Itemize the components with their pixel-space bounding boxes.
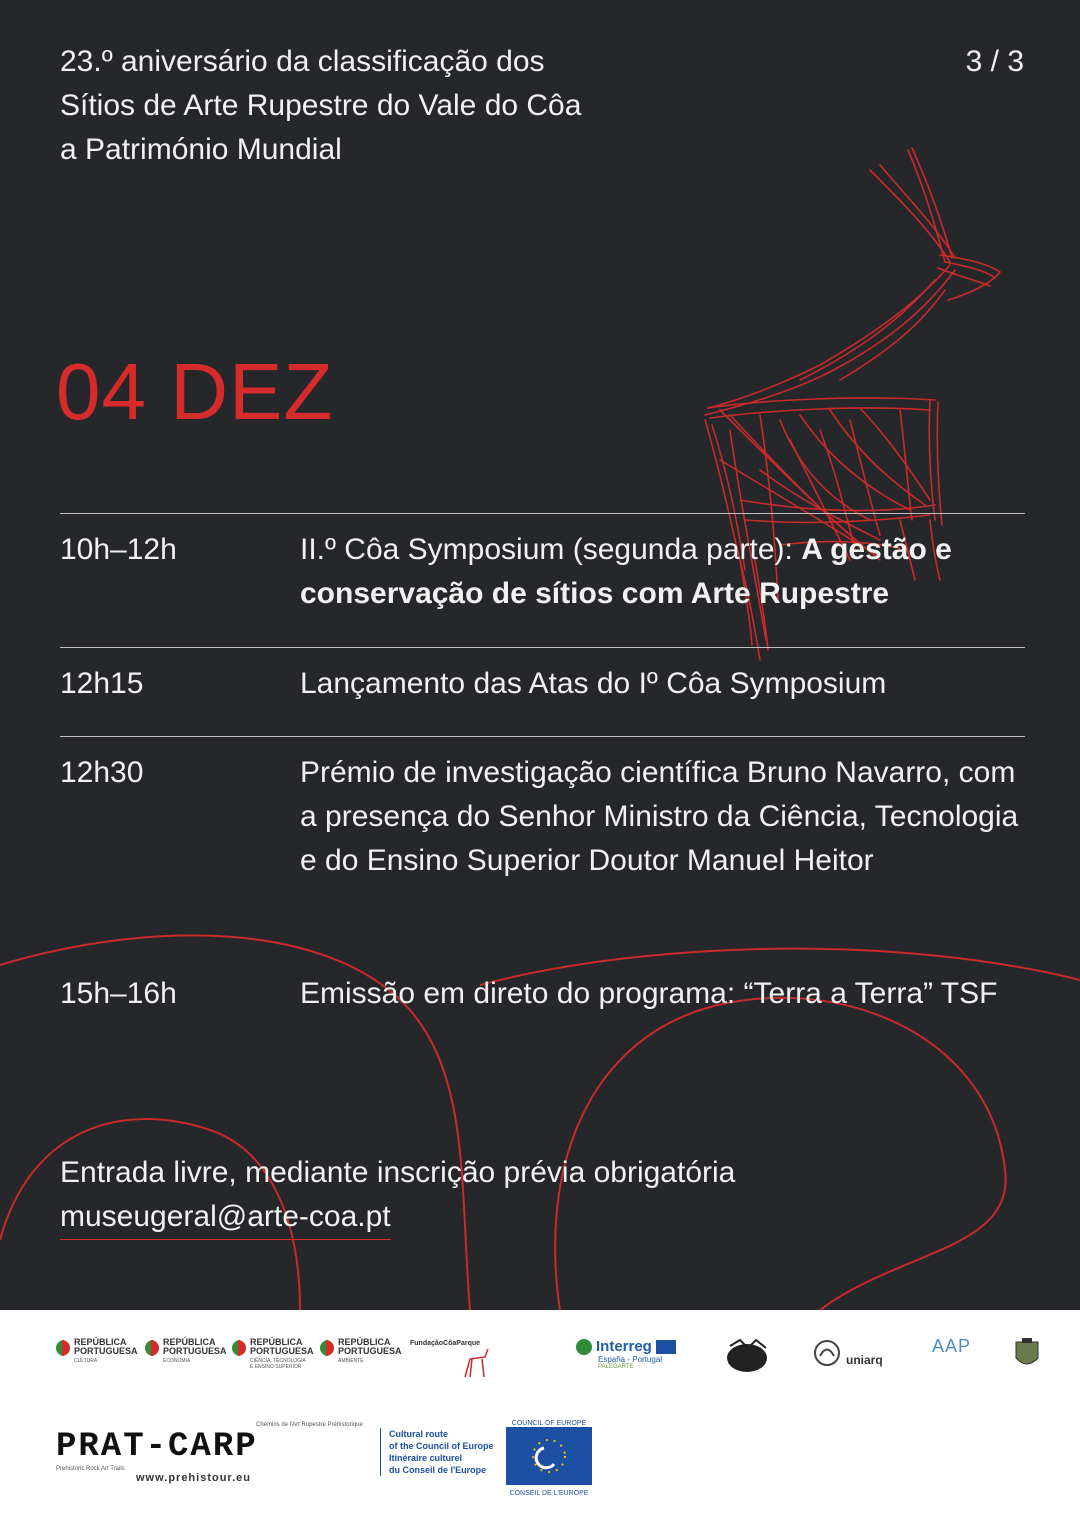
cultural-route-logo xyxy=(380,1428,494,1476)
logo-sub: Chemins de l'Art Rupestre Préhistorique xyxy=(256,1422,363,1428)
logo-sub: España - Portugal xyxy=(598,1355,663,1364)
event-date: 04 DEZ xyxy=(56,347,334,436)
goat-icon xyxy=(460,1347,490,1381)
logo-text: PRAT-CARP xyxy=(56,1428,258,1466)
portugal-flag-icon xyxy=(320,1338,334,1358)
title-line: Sítios de Arte Rupestre do Vale do Côa xyxy=(60,89,582,122)
aap-logo xyxy=(932,1336,971,1357)
agenda-time: 12h15 xyxy=(60,667,144,700)
agenda-time: 15h–16h xyxy=(60,977,177,1010)
agenda-description: Emissão em direto do programa: “Terra a Terra” TSF xyxy=(300,977,998,1010)
title-line: 23.º aniversário da classificação dos xyxy=(60,45,545,78)
uniarq-logo xyxy=(812,1338,883,1368)
logo-text: Cultural route xyxy=(389,1429,449,1439)
logo-text: COUNCIL OF EUROPE xyxy=(511,1420,587,1427)
agenda-time: 10h–12h xyxy=(60,533,177,566)
logo-text: www.prehistour.eu xyxy=(136,1472,251,1484)
logo-text: AAP xyxy=(932,1336,972,1356)
portugal-flag-icon xyxy=(232,1338,246,1358)
logo-text: REPÚBLICA xyxy=(74,1337,127,1347)
council-of-europe-logo xyxy=(506,1420,592,1497)
council-of-europe-stars-icon xyxy=(506,1427,592,1485)
logo-text: of the Council of Europe xyxy=(389,1441,494,1451)
logo-sub: CULTURA xyxy=(74,1358,98,1364)
event-title xyxy=(60,40,760,172)
uniarq-emblem-icon xyxy=(812,1338,842,1368)
logo-text: Interreg xyxy=(596,1338,652,1355)
agenda-description xyxy=(300,528,1025,647)
logo-text: PORTUGUESA xyxy=(74,1346,138,1356)
logo-sub: CIÊNCIA, TECNOLOGIA E ENSINO SUPERIOR xyxy=(250,1358,306,1370)
agenda-row xyxy=(60,513,1025,647)
agenda-text-bold: A gestão e conservação de sítios com Arte Rupestre xyxy=(300,533,952,610)
rupestre-seal-logo xyxy=(722,1338,772,1379)
republica-ambiente-logo xyxy=(320,1338,402,1364)
agenda-list xyxy=(60,513,1025,883)
logo-text: PORTUGUESA xyxy=(338,1346,402,1356)
interreg-logo xyxy=(576,1338,676,1370)
logo-sub: ECONOMIA xyxy=(163,1358,191,1364)
logo-sub: Prehistoric Rock Art Trails xyxy=(56,1466,125,1472)
logo-text: PORTUGUESA xyxy=(250,1346,314,1356)
crest-icon xyxy=(1012,1338,1042,1372)
prat-carp-logo xyxy=(56,1422,363,1484)
eu-flag-icon xyxy=(656,1340,676,1354)
entry-note: Entrada livre, mediante inscrição prévia obrigatória xyxy=(60,1156,736,1189)
portugal-flag-icon xyxy=(145,1338,159,1358)
republica-cultura-logo xyxy=(56,1338,138,1364)
logo-text: FundaçãoCôaParque xyxy=(410,1340,481,1347)
email-link[interactable]: museugeral@arte-coa.pt xyxy=(60,1195,391,1240)
logo-text: Itinéraire culturel xyxy=(389,1453,463,1463)
seal-icon xyxy=(722,1338,772,1374)
republica-economia-logo xyxy=(145,1338,227,1364)
logo-text: REPÚBLICA xyxy=(250,1337,303,1347)
logo-text: REPÚBLICA xyxy=(163,1337,216,1347)
logo-text: CONSEIL DE L'EUROPE xyxy=(509,1490,589,1497)
agenda-row xyxy=(60,736,1025,883)
portugal-flag-icon xyxy=(56,1338,70,1358)
municipal-crest-logo xyxy=(1012,1338,1042,1377)
republica-ciencia-logo xyxy=(232,1338,314,1370)
interreg-circle-icon xyxy=(576,1339,592,1355)
title-line: a Património Mundial xyxy=(60,133,342,166)
logo-sub: PALEOARTE xyxy=(598,1364,634,1370)
page-indicator: 3 / 3 xyxy=(965,45,1024,78)
agenda-row xyxy=(60,972,1025,1016)
registration-info xyxy=(60,1151,735,1240)
logo-text: REPÚBLICA xyxy=(338,1337,391,1347)
logo-text: du Conseil de l'Europe xyxy=(389,1465,487,1475)
fundacao-coa-parque-logo xyxy=(410,1340,490,1383)
logo-sub: AMBIENTE xyxy=(338,1358,364,1364)
agenda-row xyxy=(60,647,1025,736)
agenda-text: II.º Côa Symposium (segunda parte): xyxy=(300,533,802,566)
agenda-time: 12h30 xyxy=(60,756,144,789)
agenda-description: Lançamento das Atas do Iº Côa Symposium xyxy=(300,667,887,700)
sponsor-logos xyxy=(0,1310,1080,1527)
logo-text: uniarq xyxy=(846,1353,883,1367)
logo-text: PORTUGUESA xyxy=(163,1346,227,1356)
agenda-description: Prémio de investigação científica Bruno Navarro, com a presença do Senhor Ministro da Ciência, Tecnologia e do Ensino Superior Doutor Manuel Heitor xyxy=(300,756,1019,877)
